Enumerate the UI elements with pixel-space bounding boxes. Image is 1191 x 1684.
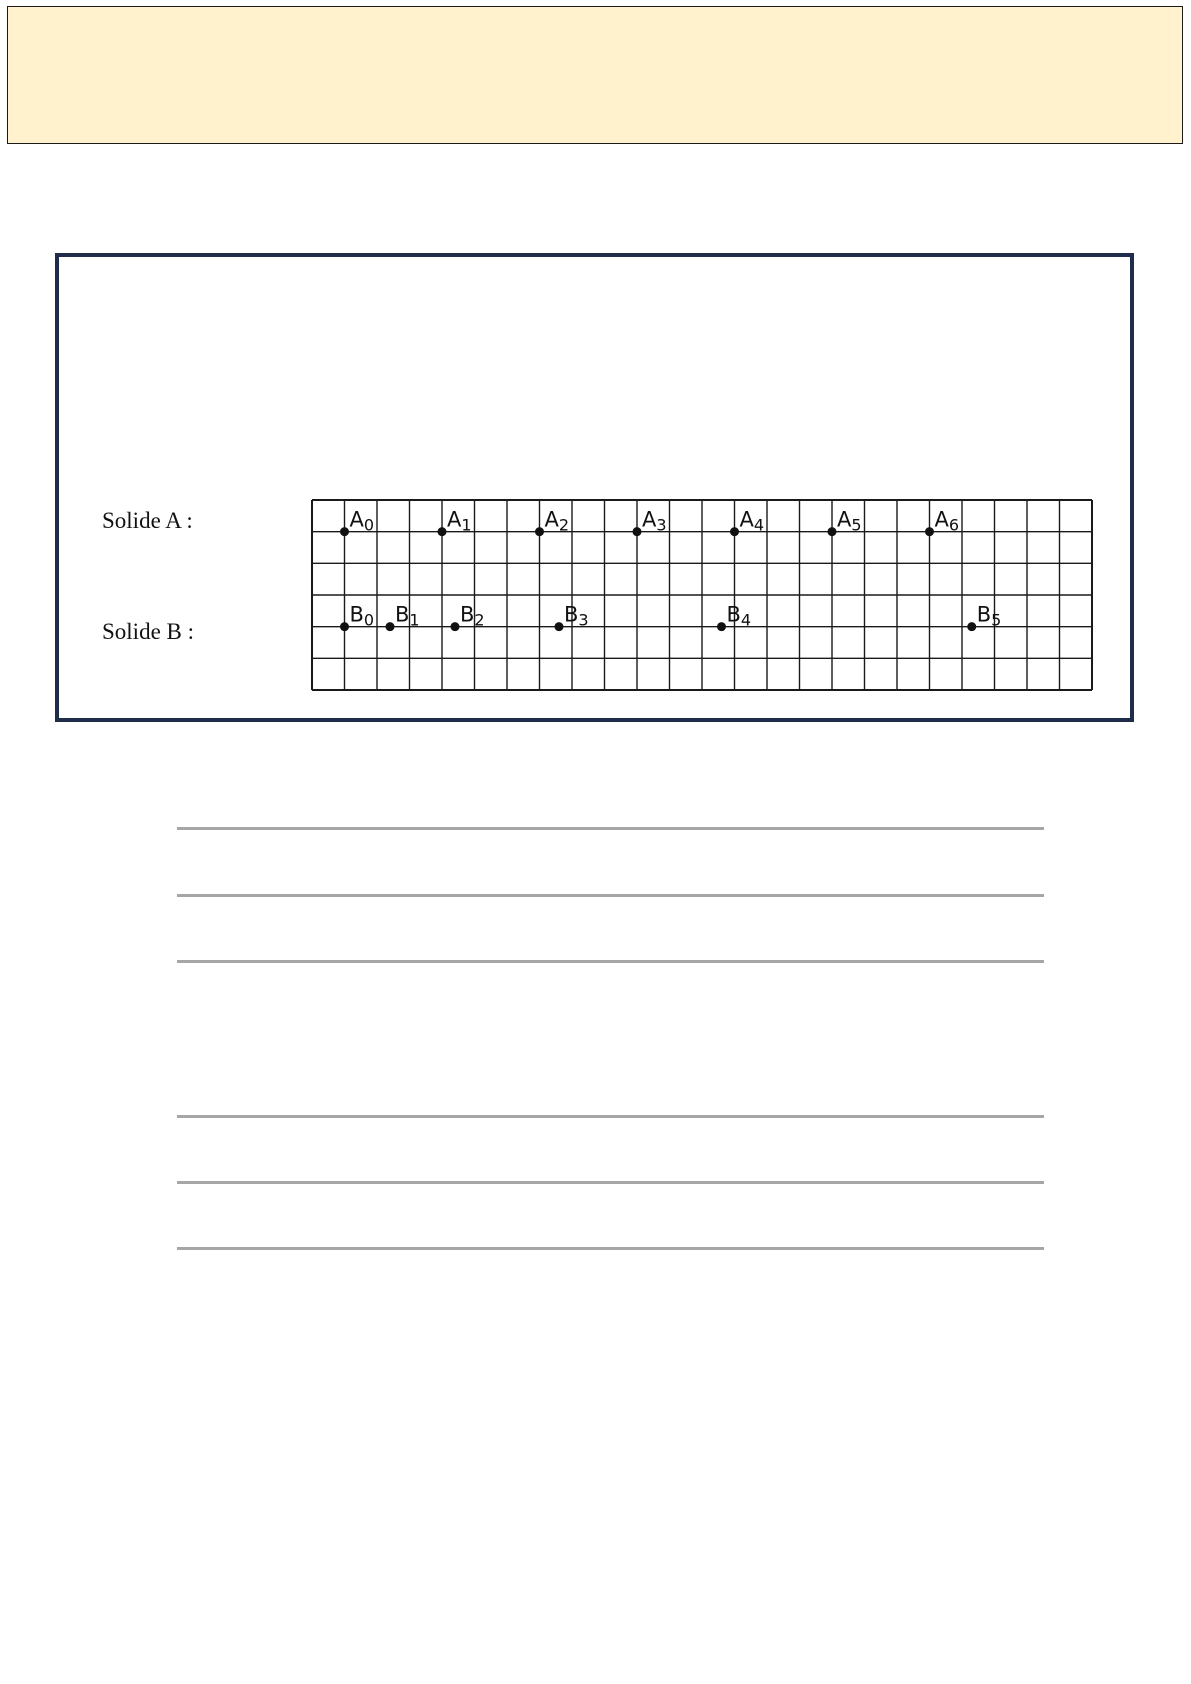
solide-a-point-label-a3: A3 bbox=[642, 507, 667, 535]
solide-a-point-label-a6: A6 bbox=[934, 507, 960, 535]
solide-a-point-label-a0: A0 bbox=[349, 507, 375, 535]
header-box bbox=[7, 6, 1183, 144]
solide-a-point-a5 bbox=[828, 527, 837, 536]
solide-b-point-label-b4: B4 bbox=[726, 602, 752, 630]
solide-a-point-a4 bbox=[730, 527, 739, 536]
solide-a-point-label-a2: A2 bbox=[544, 507, 570, 535]
answer-line[interactable] bbox=[177, 1115, 1044, 1118]
answer-line[interactable] bbox=[177, 1247, 1044, 1250]
solide-b-point-b2 bbox=[451, 622, 460, 631]
answer-line[interactable] bbox=[177, 960, 1044, 963]
solide-a-point-a6 bbox=[925, 527, 934, 536]
solide-b-label: Solide B : bbox=[102, 619, 195, 644]
solide-b-point-b0 bbox=[340, 622, 349, 631]
solide-a-point-a3 bbox=[633, 527, 642, 536]
chronophotography-grid bbox=[59, 257, 1130, 718]
solide-b-point-label-b0: B0 bbox=[349, 602, 375, 630]
figure-frame bbox=[55, 253, 1134, 722]
solide-a-point-label-a5: A5 bbox=[837, 507, 862, 535]
solide-a-point-a1 bbox=[438, 527, 447, 536]
solide-a-point-a0 bbox=[340, 527, 349, 536]
answer-line[interactable] bbox=[177, 1181, 1044, 1184]
solide-a-point-a2 bbox=[535, 527, 544, 536]
answer-line[interactable] bbox=[177, 827, 1044, 830]
solide-a-label: Solide A : bbox=[102, 508, 193, 533]
solide-b-point-b3 bbox=[555, 622, 564, 631]
solide-b-point-b5 bbox=[967, 622, 976, 631]
solide-b-point-label-b3: B3 bbox=[564, 602, 589, 630]
solide-b-point-b1 bbox=[386, 622, 395, 631]
solide-a-point-label-a4: A4 bbox=[739, 507, 765, 535]
solide-b-point-b4 bbox=[717, 622, 726, 631]
solide-b-point-label-b1: B1 bbox=[395, 602, 420, 630]
solide-b-point-label-b2: B2 bbox=[460, 602, 485, 630]
solide-a-point-label-a1: A1 bbox=[447, 507, 472, 535]
solide-b-point-label-b5: B5 bbox=[976, 602, 1002, 630]
answer-line[interactable] bbox=[177, 894, 1044, 897]
